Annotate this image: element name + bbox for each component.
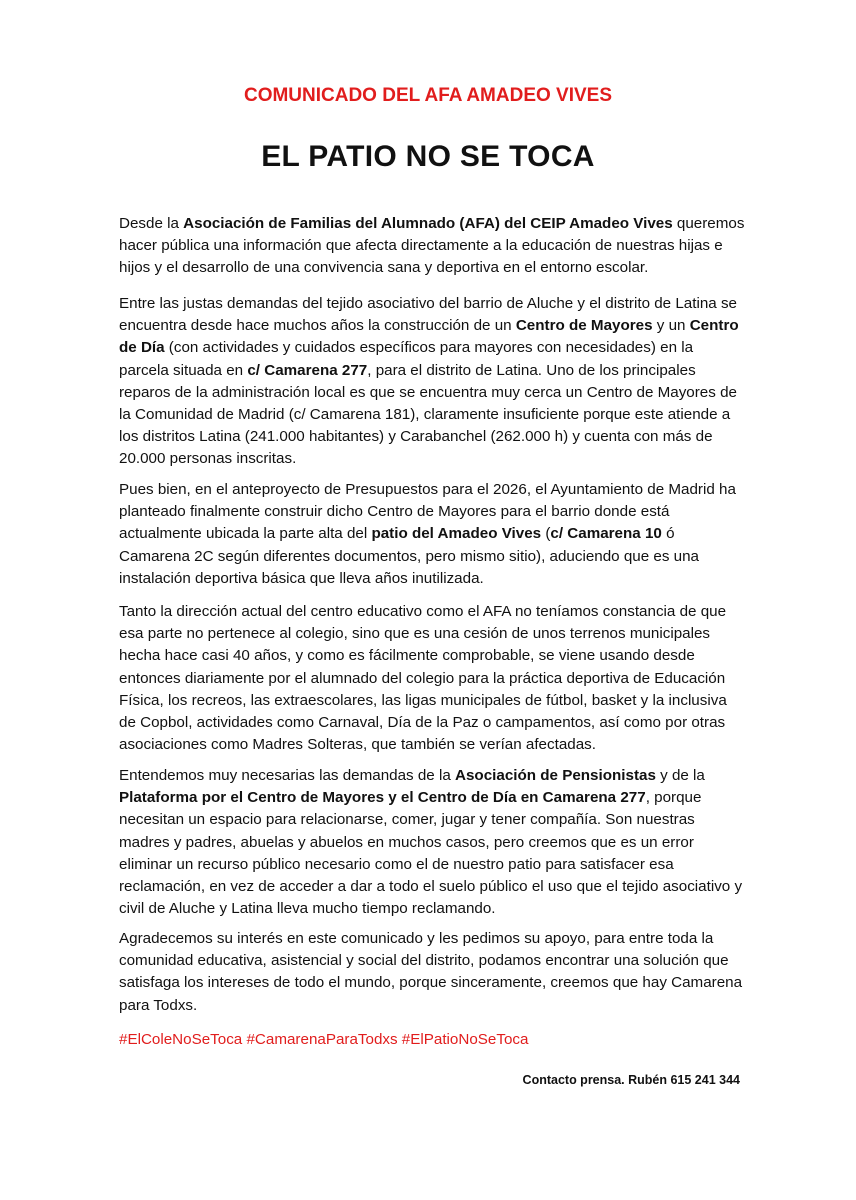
text-run: Tanto la dirección actual del centro educativo como el AFA no teníamos constancia de que esa parte no pertenece al colegio, sino que es una cesión de unos terrenos municipales hecha hace casi 40 años, y como es fácilmente comprobable, se viene usando desde entonces diariamente por el alumnado del colegio para la práctica deportiva de Educación Física, los recreos, las extraescolares, las ligas municipales de fútbol, basket y la inclusiva de Copbol, actividades como Carnaval, Día de la Paz o campamentos, así como por otras asociaciones como Madres Solteras, que también se verían afectadas. — [119, 603, 727, 754]
paragraph-usage — [119, 601, 747, 756]
paragraph-closing — [119, 928, 747, 1017]
paragraph-demands — [119, 293, 747, 471]
paragraph-intro — [119, 213, 747, 280]
text-run: , porque necesitan un espacio para relacionarse, comer, jugar y tener compañía. Son nuestras madres y padres, abuelas y abuelos en muchos casos, pero creemos que es un error eliminar un recurso público necesario como el de nuestro patio para satisfacer esa reclamación, en vez de acceder a dar a todo el suelo público el uso que el tejido asociativo y civil de Aluche y Latina lleva mucho tiempo reclamando. — [119, 789, 743, 918]
text-run: ( — [541, 525, 551, 543]
text-run: , para el distrito de Latina. Uno de los principales reparos de la administración local es que se encuentra muy cerca un Centro de Mayores de la Comunidad de Madrid (c/ Camarena 181), claramente insuficiente porque este atiende a los distritos Latina (241.000 habitantes) y Carabanchel (262.000 h) y cuenta con más de 20.000 personas inscritas. — [119, 361, 737, 468]
hashtags: #ElColeNoSeToca #CamarenaParaTodxs #ElPatioNoSeToca — [119, 1031, 529, 1048]
paragraph-pensioners — [119, 765, 747, 920]
bold-run: patio del Amadeo Vives — [371, 525, 542, 543]
text-run: Desde la — [119, 215, 184, 232]
text-run: Pues bien, en el anteproyecto de Presupuestos para el 2026, el Ayuntamiento de Madrid ha planteado finalmente construir dicho Centro de Mayores para el barrio donde está actualmente ubicada la parte alta del — [119, 481, 736, 543]
text-run: ó Camarena 2C según diferentes documentos, pero mismo sitio), aduciendo que es una instalación deportiva básica que lleva años inutilizada. — [119, 525, 699, 587]
page-title: EL PATIO NO SE TOCA — [261, 140, 595, 173]
bold-run: Asociación de Pensionistas — [455, 767, 656, 784]
text-run: y un — [652, 317, 690, 335]
bold-run: Asociación de Familias del Alumnado (AFA) del CEIP Amadeo Vives — [183, 215, 673, 232]
text-run: Entendemos muy necesarias las demandas de la — [119, 767, 456, 784]
text-run: y de la — [655, 767, 705, 784]
communique-heading: COMUNICADO DEL AFA AMADEO VIVES — [243, 85, 613, 106]
bold-run: c/ Camarena 277 — [247, 361, 368, 379]
press-contact: Contacto prensa. Rubén 615 241 344 — [522, 1073, 740, 1087]
text-run: Agradecemos su interés en este comunicado y les pedimos su apoyo, para entre toda la comunidad educativa, asistencial y social del distrito, podamos encontrar una solución que satisfaga los intereses de todo el mundo, porque sinceramente, creemos que hay Camarena para Todxs. — [119, 930, 743, 1014]
paragraph-budget — [119, 479, 747, 590]
text-run: queremos hacer pública una información que afecta directamente a la educación de nuestras hijas e hijos y el desarrollo de una convivencia sana y deportiva en el entorno escolar. — [119, 215, 745, 277]
bold-run: Centro de Mayores — [515, 317, 653, 335]
bold-run: c/ Camarena 10 — [550, 525, 662, 543]
text-run: Entre las justas demandas del tejido asociativo del barrio de Aluche y el distrito de Latina se encuentra desde hace muchos años la construcción de un — [119, 295, 737, 335]
text-run: (con actividades y cuidados específicos para mayores con necesidades) en la parcela situada en — [119, 339, 694, 379]
bold-run: Plataforma por el Centro de Mayores y el Centro de Día en Camarena 277 — [119, 789, 646, 807]
bold-run: Centro de Día — [119, 317, 739, 357]
